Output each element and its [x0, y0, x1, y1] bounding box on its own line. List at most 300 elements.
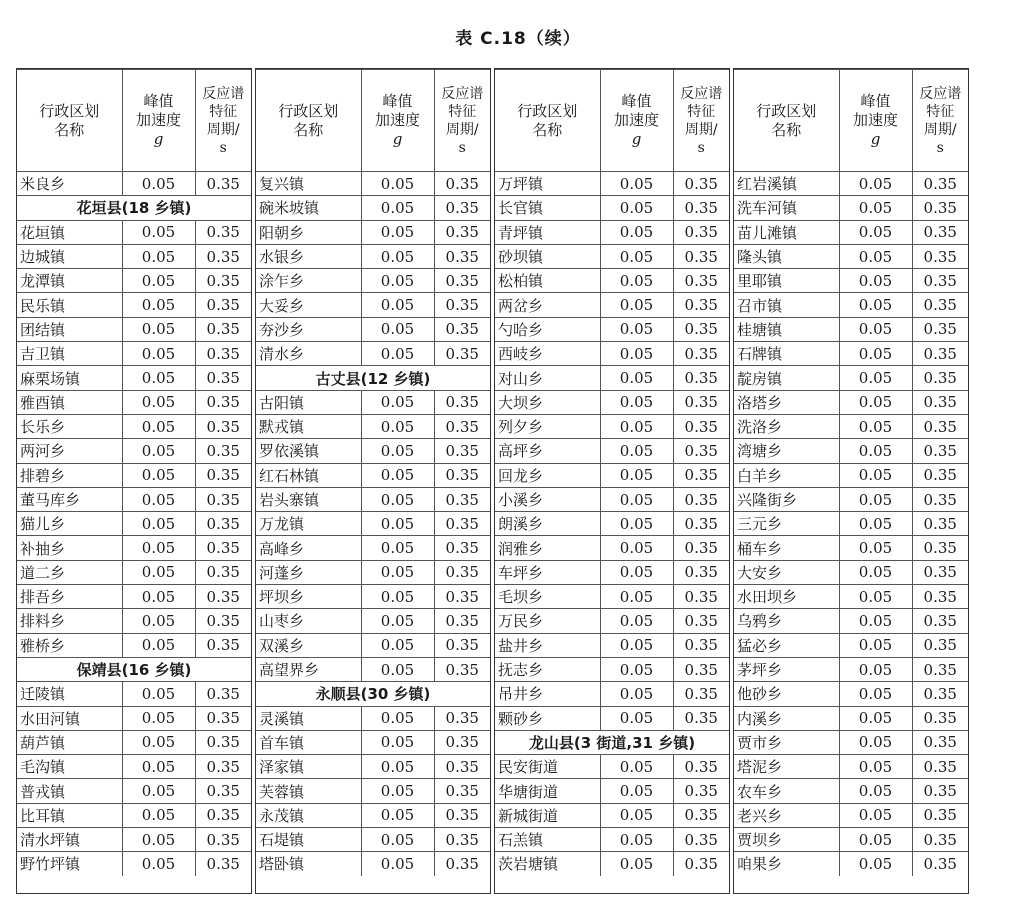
peak-acceleration: 0.05 — [839, 779, 912, 803]
peak-acceleration: 0.05 — [361, 172, 434, 196]
characteristic-period: 0.35 — [673, 803, 729, 827]
table-row — [256, 390, 490, 414]
peak-acceleration: 0.05 — [600, 536, 673, 560]
block-table — [256, 69, 490, 876]
characteristic-period: 0.35 — [673, 390, 729, 414]
table-row — [495, 244, 729, 268]
division-name: 靛房镇 — [734, 366, 839, 390]
division-name: 野竹坪镇 — [17, 852, 122, 876]
table-row — [734, 487, 968, 511]
division-name: 夯沙乡 — [256, 317, 361, 341]
peak-acceleration: 0.05 — [361, 803, 434, 827]
characteristic-period: 0.35 — [912, 560, 968, 584]
characteristic-period: 0.35 — [912, 487, 968, 511]
characteristic-period: 0.35 — [912, 828, 968, 852]
division-name: 大坝乡 — [495, 390, 600, 414]
peak-acceleration: 0.05 — [600, 779, 673, 803]
division-name: 塔卧镇 — [256, 852, 361, 876]
division-name: 毛坝乡 — [495, 585, 600, 609]
characteristic-period: 0.35 — [195, 439, 251, 463]
division-name: 盐井乡 — [495, 633, 600, 657]
table-row — [256, 244, 490, 268]
characteristic-period: 0.35 — [912, 512, 968, 536]
characteristic-period: 0.35 — [434, 512, 490, 536]
division-name: 泽家镇 — [256, 755, 361, 779]
table-row — [495, 293, 729, 317]
characteristic-period: 0.35 — [912, 585, 968, 609]
division-name: 清水坪镇 — [17, 828, 122, 852]
peak-acceleration: 0.05 — [122, 633, 195, 657]
characteristic-period: 0.35 — [912, 390, 968, 414]
peak-acceleration: 0.05 — [122, 439, 195, 463]
division-name: 召市镇 — [734, 293, 839, 317]
table-row — [734, 366, 968, 390]
table-row — [256, 803, 490, 827]
peak-acceleration: 0.05 — [839, 269, 912, 293]
table-row — [256, 779, 490, 803]
division-name: 桂塘镇 — [734, 317, 839, 341]
characteristic-period: 0.35 — [195, 706, 251, 730]
peak-acceleration: 0.05 — [122, 536, 195, 560]
header-period: 反应谱 特征 周期/ s — [195, 70, 251, 172]
county-row — [17, 657, 251, 681]
peak-acceleration: 0.05 — [839, 512, 912, 536]
characteristic-period: 0.35 — [673, 293, 729, 317]
characteristic-period: 0.35 — [912, 220, 968, 244]
header-name: 行政区划 名称 — [734, 70, 839, 172]
characteristic-period: 0.35 — [195, 414, 251, 438]
characteristic-period: 0.35 — [434, 803, 490, 827]
peak-acceleration: 0.05 — [600, 706, 673, 730]
characteristic-period: 0.35 — [434, 706, 490, 730]
peak-acceleration: 0.05 — [361, 609, 434, 633]
header-pga: 峰值 加速度 g — [361, 70, 434, 172]
peak-acceleration: 0.05 — [600, 317, 673, 341]
table-row — [17, 755, 251, 779]
division-name: 苗儿滩镇 — [734, 220, 839, 244]
table-row — [734, 852, 968, 876]
division-name: 里耶镇 — [734, 269, 839, 293]
characteristic-period: 0.35 — [434, 439, 490, 463]
characteristic-period: 0.35 — [434, 463, 490, 487]
table-row — [256, 463, 490, 487]
characteristic-period: 0.35 — [195, 585, 251, 609]
peak-acceleration: 0.05 — [122, 706, 195, 730]
table-row — [256, 730, 490, 754]
division-name: 大安乡 — [734, 560, 839, 584]
characteristic-period: 0.35 — [673, 536, 729, 560]
characteristic-period: 0.35 — [434, 560, 490, 584]
characteristic-period: 0.35 — [195, 269, 251, 293]
table-row — [495, 317, 729, 341]
table-row — [17, 342, 251, 366]
block-table — [17, 69, 251, 876]
peak-acceleration: 0.05 — [839, 487, 912, 511]
header-pga: 峰值 加速度 g — [839, 70, 912, 172]
header-row — [734, 70, 968, 172]
peak-acceleration: 0.05 — [361, 730, 434, 754]
peak-acceleration: 0.05 — [839, 439, 912, 463]
peak-acceleration: 0.05 — [122, 220, 195, 244]
table-row — [495, 269, 729, 293]
table-row — [495, 682, 729, 706]
table-row — [495, 706, 729, 730]
division-name: 三元乡 — [734, 512, 839, 536]
characteristic-period: 0.35 — [195, 512, 251, 536]
characteristic-period: 0.35 — [673, 633, 729, 657]
characteristic-period: 0.35 — [195, 828, 251, 852]
characteristic-period: 0.35 — [195, 220, 251, 244]
characteristic-period: 0.35 — [912, 536, 968, 560]
characteristic-period: 0.35 — [912, 463, 968, 487]
division-name: 两岔乡 — [495, 293, 600, 317]
table-row — [17, 852, 251, 876]
characteristic-period: 0.35 — [195, 172, 251, 196]
characteristic-period: 0.35 — [195, 852, 251, 876]
table-row — [734, 439, 968, 463]
division-name: 对山乡 — [495, 366, 600, 390]
peak-acceleration: 0.05 — [600, 439, 673, 463]
division-name: 双溪乡 — [256, 633, 361, 657]
header-name: 行政区划 名称 — [17, 70, 122, 172]
characteristic-period: 0.35 — [195, 463, 251, 487]
peak-acceleration: 0.05 — [122, 414, 195, 438]
division-name: 两河乡 — [17, 439, 122, 463]
peak-acceleration: 0.05 — [361, 828, 434, 852]
peak-acceleration: 0.05 — [122, 244, 195, 268]
table-row — [734, 414, 968, 438]
characteristic-period: 0.35 — [673, 609, 729, 633]
characteristic-period: 0.35 — [912, 803, 968, 827]
division-name: 古阳镇 — [256, 390, 361, 414]
characteristic-period: 0.35 — [195, 779, 251, 803]
peak-acceleration: 0.05 — [839, 730, 912, 754]
table-row — [495, 220, 729, 244]
division-name: 车坪乡 — [495, 560, 600, 584]
peak-acceleration: 0.05 — [122, 585, 195, 609]
division-name: 咱果乡 — [734, 852, 839, 876]
header-name: 行政区划 名称 — [256, 70, 361, 172]
characteristic-period: 0.35 — [434, 342, 490, 366]
peak-acceleration: 0.05 — [122, 730, 195, 754]
table-row — [734, 317, 968, 341]
peak-acceleration: 0.05 — [361, 293, 434, 317]
table-row — [17, 390, 251, 414]
table-row — [734, 803, 968, 827]
division-name: 兴隆街乡 — [734, 487, 839, 511]
division-name: 红石林镇 — [256, 463, 361, 487]
table-row — [256, 657, 490, 681]
table-row — [495, 512, 729, 536]
table-row — [495, 755, 729, 779]
peak-acceleration: 0.05 — [839, 220, 912, 244]
table-row — [256, 269, 490, 293]
peak-acceleration: 0.05 — [839, 609, 912, 633]
division-name: 贾坝乡 — [734, 828, 839, 852]
data-table — [16, 68, 969, 894]
division-name: 岩头寨镇 — [256, 487, 361, 511]
table-row — [17, 803, 251, 827]
characteristic-period: 0.35 — [673, 439, 729, 463]
division-name: 排料乡 — [17, 609, 122, 633]
table-row — [734, 560, 968, 584]
peak-acceleration: 0.05 — [600, 755, 673, 779]
table-row — [256, 414, 490, 438]
characteristic-period: 0.35 — [434, 657, 490, 681]
peak-acceleration: 0.05 — [122, 755, 195, 779]
characteristic-period: 0.35 — [912, 317, 968, 341]
table-row — [734, 342, 968, 366]
table-row — [495, 196, 729, 220]
table-row — [734, 657, 968, 681]
table-row — [734, 706, 968, 730]
division-name: 董马库乡 — [17, 487, 122, 511]
characteristic-period: 0.35 — [673, 244, 729, 268]
table-block — [255, 68, 491, 894]
division-name: 水田河镇 — [17, 706, 122, 730]
peak-acceleration: 0.05 — [600, 463, 673, 487]
table-row — [17, 560, 251, 584]
division-name: 芙蓉镇 — [256, 779, 361, 803]
peak-acceleration: 0.05 — [122, 512, 195, 536]
table-row — [256, 633, 490, 657]
division-name: 雅酉镇 — [17, 390, 122, 414]
table-row — [734, 390, 968, 414]
division-name: 石牌镇 — [734, 342, 839, 366]
division-name: 长乐乡 — [17, 414, 122, 438]
peak-acceleration: 0.05 — [122, 682, 195, 706]
peak-acceleration: 0.05 — [122, 463, 195, 487]
peak-acceleration: 0.05 — [600, 220, 673, 244]
peak-acceleration: 0.05 — [839, 682, 912, 706]
peak-acceleration: 0.05 — [361, 317, 434, 341]
peak-acceleration: 0.05 — [600, 196, 673, 220]
block-table — [495, 69, 729, 876]
division-name: 回龙乡 — [495, 463, 600, 487]
peak-acceleration: 0.05 — [839, 657, 912, 681]
characteristic-period: 0.35 — [912, 852, 968, 876]
division-name: 湾塘乡 — [734, 439, 839, 463]
peak-acceleration: 0.05 — [600, 512, 673, 536]
peak-acceleration: 0.05 — [361, 196, 434, 220]
peak-acceleration: 0.05 — [361, 512, 434, 536]
peak-acceleration: 0.05 — [361, 536, 434, 560]
peak-acceleration: 0.05 — [839, 342, 912, 366]
characteristic-period: 0.35 — [673, 560, 729, 584]
peak-acceleration: 0.05 — [361, 342, 434, 366]
county-heading: 永顺县(30 乡镇) — [256, 682, 490, 706]
division-name: 勺哈乡 — [495, 317, 600, 341]
table-row — [256, 293, 490, 317]
table-row — [734, 682, 968, 706]
characteristic-period: 0.35 — [673, 463, 729, 487]
characteristic-period: 0.35 — [434, 220, 490, 244]
table-row — [734, 269, 968, 293]
table-row — [495, 390, 729, 414]
division-name: 塔泥乡 — [734, 755, 839, 779]
table-row — [256, 439, 490, 463]
characteristic-period: 0.35 — [673, 706, 729, 730]
characteristic-period: 0.35 — [195, 293, 251, 317]
characteristic-period: 0.35 — [673, 342, 729, 366]
peak-acceleration: 0.05 — [600, 172, 673, 196]
peak-acceleration: 0.05 — [122, 487, 195, 511]
division-name: 龙潭镇 — [17, 269, 122, 293]
characteristic-period: 0.35 — [912, 609, 968, 633]
table-row — [256, 585, 490, 609]
table-row — [495, 585, 729, 609]
division-name: 青坪镇 — [495, 220, 600, 244]
peak-acceleration: 0.05 — [361, 244, 434, 268]
peak-acceleration: 0.05 — [122, 269, 195, 293]
characteristic-period: 0.35 — [912, 755, 968, 779]
table-row — [495, 779, 729, 803]
characteristic-period: 0.35 — [912, 366, 968, 390]
table-row — [17, 244, 251, 268]
characteristic-period: 0.35 — [434, 852, 490, 876]
division-name: 长官镇 — [495, 196, 600, 220]
peak-acceleration: 0.05 — [361, 706, 434, 730]
characteristic-period: 0.35 — [195, 244, 251, 268]
division-name: 乌鸦乡 — [734, 609, 839, 633]
characteristic-period: 0.35 — [434, 536, 490, 560]
characteristic-period: 0.35 — [434, 414, 490, 438]
table-row — [17, 585, 251, 609]
table-row — [256, 220, 490, 244]
division-name: 松柏镇 — [495, 269, 600, 293]
table-row — [734, 244, 968, 268]
division-name: 洗洛乡 — [734, 414, 839, 438]
division-name: 米良乡 — [17, 172, 122, 196]
division-name: 水田坝乡 — [734, 585, 839, 609]
characteristic-period: 0.35 — [912, 633, 968, 657]
peak-acceleration: 0.05 — [122, 852, 195, 876]
characteristic-period: 0.35 — [912, 779, 968, 803]
division-name: 比耳镇 — [17, 803, 122, 827]
characteristic-period: 0.35 — [434, 585, 490, 609]
table-row — [17, 463, 251, 487]
division-name: 桶车乡 — [734, 536, 839, 560]
header-period: 反应谱 特征 周期/ s — [912, 70, 968, 172]
table-row — [17, 633, 251, 657]
division-name: 红岩溪镇 — [734, 172, 839, 196]
division-name: 涂乍乡 — [256, 269, 361, 293]
table-row — [495, 560, 729, 584]
table-row — [495, 439, 729, 463]
characteristic-period: 0.35 — [195, 755, 251, 779]
peak-acceleration: 0.05 — [361, 657, 434, 681]
county-heading: 花垣县(18 乡镇) — [17, 196, 251, 220]
peak-acceleration: 0.05 — [361, 779, 434, 803]
table-row — [734, 196, 968, 220]
peak-acceleration: 0.05 — [600, 657, 673, 681]
division-name: 补抽乡 — [17, 536, 122, 560]
peak-acceleration: 0.05 — [600, 803, 673, 827]
characteristic-period: 0.35 — [195, 682, 251, 706]
county-row — [256, 366, 490, 390]
characteristic-period: 0.35 — [434, 317, 490, 341]
peak-acceleration: 0.05 — [122, 803, 195, 827]
characteristic-period: 0.35 — [673, 269, 729, 293]
peak-acceleration: 0.05 — [839, 172, 912, 196]
characteristic-period: 0.35 — [912, 342, 968, 366]
table-row — [256, 536, 490, 560]
characteristic-period: 0.35 — [195, 366, 251, 390]
division-name: 毛沟镇 — [17, 755, 122, 779]
header-pga: 峰值 加速度 g — [600, 70, 673, 172]
division-name: 花垣镇 — [17, 220, 122, 244]
peak-acceleration: 0.05 — [839, 463, 912, 487]
table-row — [495, 342, 729, 366]
peak-acceleration: 0.05 — [839, 560, 912, 584]
division-name: 雅桥乡 — [17, 633, 122, 657]
peak-acceleration: 0.05 — [839, 196, 912, 220]
table-row — [495, 852, 729, 876]
characteristic-period: 0.35 — [673, 779, 729, 803]
characteristic-period: 0.35 — [673, 852, 729, 876]
division-name: 颗砂乡 — [495, 706, 600, 730]
division-name: 高坪乡 — [495, 439, 600, 463]
peak-acceleration: 0.05 — [839, 317, 912, 341]
table-row — [734, 220, 968, 244]
table-row — [17, 269, 251, 293]
characteristic-period: 0.35 — [912, 414, 968, 438]
peak-acceleration: 0.05 — [361, 439, 434, 463]
table-row — [17, 706, 251, 730]
division-name: 朗溪乡 — [495, 512, 600, 536]
characteristic-period: 0.35 — [673, 828, 729, 852]
peak-acceleration: 0.05 — [361, 852, 434, 876]
table-block — [733, 68, 969, 894]
peak-acceleration: 0.05 — [122, 317, 195, 341]
table-block — [16, 68, 252, 894]
division-name: 石羔镇 — [495, 828, 600, 852]
peak-acceleration: 0.05 — [122, 293, 195, 317]
division-name: 民安街道 — [495, 755, 600, 779]
peak-acceleration: 0.05 — [600, 633, 673, 657]
table-row — [734, 536, 968, 560]
table-row — [256, 487, 490, 511]
division-name: 西岐乡 — [495, 342, 600, 366]
header-row — [17, 70, 251, 172]
table-row — [256, 755, 490, 779]
peak-acceleration: 0.05 — [600, 560, 673, 584]
characteristic-period: 0.35 — [195, 536, 251, 560]
division-name: 老兴乡 — [734, 803, 839, 827]
characteristic-period: 0.35 — [195, 730, 251, 754]
characteristic-period: 0.35 — [434, 269, 490, 293]
table-row — [495, 414, 729, 438]
division-name: 灵溪镇 — [256, 706, 361, 730]
peak-acceleration: 0.05 — [600, 269, 673, 293]
characteristic-period: 0.35 — [195, 803, 251, 827]
table-row — [256, 196, 490, 220]
table-row — [17, 779, 251, 803]
peak-acceleration: 0.05 — [361, 463, 434, 487]
peak-acceleration: 0.05 — [122, 779, 195, 803]
peak-acceleration: 0.05 — [122, 609, 195, 633]
characteristic-period: 0.35 — [912, 244, 968, 268]
peak-acceleration: 0.05 — [600, 828, 673, 852]
peak-acceleration: 0.05 — [361, 269, 434, 293]
peak-acceleration: 0.05 — [361, 487, 434, 511]
table-row — [734, 463, 968, 487]
characteristic-period: 0.35 — [673, 172, 729, 196]
peak-acceleration: 0.05 — [361, 633, 434, 657]
characteristic-period: 0.35 — [434, 172, 490, 196]
peak-acceleration: 0.05 — [839, 244, 912, 268]
table-row — [17, 536, 251, 560]
